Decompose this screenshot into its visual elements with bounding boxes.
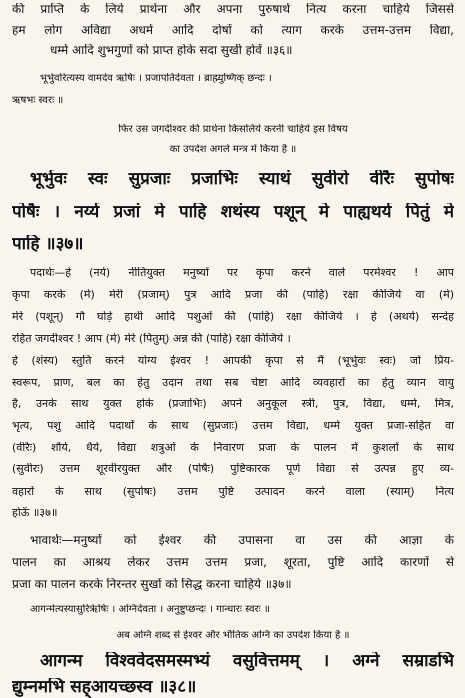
bhavartha-line: भावार्थः—मनुष्यों को ईश्वर की उपासना वा उस की आज्ञा के xyxy=(30,534,454,547)
padartha-line: (सुवीरः) उत्तम शूरवीरयुक्त और (पोषैः) पुष्टिकारक पूर्ण विद्या से उत्पन्न हुए व्य- xyxy=(12,463,454,475)
text-line: धर्म्म आदि शुभगुणों को प्राप्त होके सदा सुखी होवें ॥३६॥ xyxy=(50,44,293,57)
padartha-line: (वीरैः) शौर्य, धैर्य, विद्या शत्रुओं के निवारण प्रजा के पालन में कुशलों के साथ xyxy=(12,442,454,454)
mantra-line: पोषैः । नर्य्य प्रजां मे पाहि शथंस्य पशून् मे पाह्यथर्य पितुं मे xyxy=(12,203,454,222)
rishi-line: आगन्मेत्यस्यासुरिर्ऋषिः । अग्निर्देवता । अनुष्टुप्छन्दः । गान्धारः स्वरः ॥ xyxy=(30,604,270,615)
padartha-line: वहारों के साथ (सुपोषः) उत्तम पुष्टि उत्पादन करने वाला (स्याम्) नित्य xyxy=(12,486,454,498)
mantra-line: द्युम्नमभि सह्आयच्छस्व ॥३८॥ xyxy=(12,678,197,697)
topic-line: का उपदेश अगले मन्त्र में किया है ॥ xyxy=(169,144,297,155)
padartha-line: होऊँ ॥३७॥ xyxy=(12,507,58,519)
rishi-line: ऋषभः स्वरः ॥ xyxy=(12,95,64,106)
text-line: हम लोग अविद्या अधर्म आदि दोषों को त्याग करके उत्तम-उत्तम विद्या, xyxy=(12,24,454,37)
text-line: की प्राप्ति के लिये प्रार्थना और अपना पुरुषार्थ नित्य करना चाहिये जिससे xyxy=(12,3,454,16)
padartha-line: पदार्थः—हे (नर्य) नीतियुक्त मनुष्यों पर कृपा करने वाले परमेश्वर ! आप xyxy=(30,267,454,279)
topic-line: फिर उस जगदीश्वर की प्रार्थना किसलिये करनी चाहिये इस विषय xyxy=(118,124,348,135)
topic-line: अब अग्नि शब्द से ईश्वर और भौतिक अग्नि का उपदेश किया है ॥ xyxy=(116,630,350,641)
bhavartha-line: पालन का आश्रय लेकर उत्तम उत्तम प्रजा, शूरता, पुष्टि आदि कारणों से xyxy=(12,556,454,569)
bhavartha-line: प्रजा का पालन करके निरन्तर सुखों को सिद्ध करना चाहिये ॥३७॥ xyxy=(12,578,292,591)
padartha-line: रहित जगदीश्वर ! आप (मे) मेरे (पितुम्) अन्न की (पाहि) रक्षा कीजिये । xyxy=(12,333,291,345)
rishi-line: भूर्भुवरित्यस्य वामदेव ऋषिः । प्रजापतिर्देवता । ब्राह्म्युष्णिक् छन्दः । xyxy=(40,73,272,84)
padartha-line: कृपा करके (मे) मेरी (प्रजाम्) पुत्र आदि प्रजा की (पाहि) रक्षा कीजिये वा (मे) xyxy=(12,289,454,301)
padartha-line: हे (शंस्य) स्तुति करने योग्य ईश्वर ! आपकी कृपा से मैं (भूर्भुवः स्वः) जो प्रिय- xyxy=(12,355,454,367)
padartha-line: भृत्य, पशु आदि पदार्थों के साथ (सुप्रजाः) उत्तम विद्या, धर्म्म युक्त प्रजा-सहित वा xyxy=(12,420,454,432)
mantra-line: भूर्भुवः स्वः सुप्रजाः प्रजाभिः स्याथं सुवीरो वीरैः सुपोषः xyxy=(30,170,454,189)
mantra-line: पाहि ॥३७॥ xyxy=(12,235,84,254)
padartha-line: है, उनके साथ युक्त होके (प्रजाभिः) अपने अनुकूल स्त्री, पुत्र, विद्या, धर्म्म, मित्र, xyxy=(12,398,454,410)
padartha-line: मेरे (पशून्) गौ घोड़े हाथी आदि पशुओं की (पाहि) रक्षा कीजिये । हे (अथर्य) सन्देह xyxy=(12,311,454,323)
mantra-line: आगन्म विश्ववेदसमस्मभ्यं वसुवित्तमम् । अग्ने सम्राडभि xyxy=(40,652,454,671)
padartha-line: स्वरूप, प्राण, बल का हेतु उदान तथा सब चेष्टा आदि व्यवहारों का हेतु व्यान वायु xyxy=(12,377,454,389)
